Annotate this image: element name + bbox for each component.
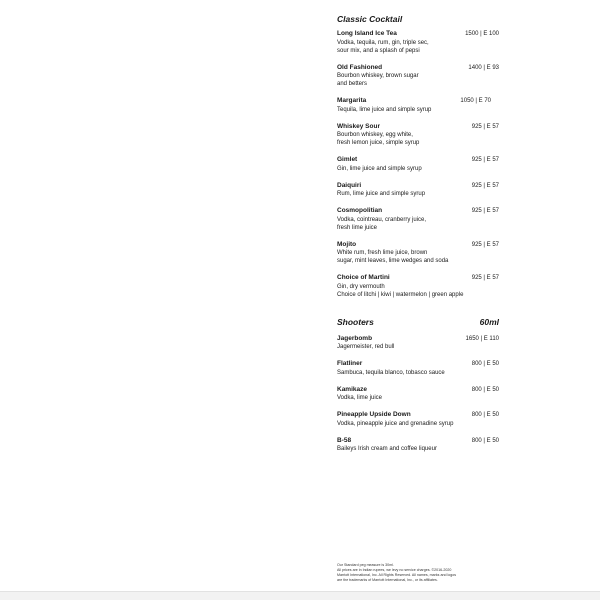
menu-item	[337, 64, 499, 89]
item-price: 925 | E 57	[471, 208, 499, 214]
menu-page	[337, 14, 499, 462]
item-description: Bourbon whiskey, egg white, fresh lemon juice, simple syrup	[337, 132, 420, 146]
item-description: Sambuca, tequila blanco, tobasco sauce	[337, 369, 445, 376]
item-name: Mojito	[337, 240, 357, 248]
footnote-line: Marriott International, Inc. All Rights Reserved. All names, marks and logos	[337, 573, 457, 577]
menu-item	[337, 97, 499, 114]
item-name: B-58	[337, 436, 352, 444]
page-bottom-edge	[0, 591, 600, 600]
item-name: Kamikaze	[337, 385, 367, 393]
item-name: Gimlet	[337, 156, 358, 163]
menu-item	[337, 411, 499, 428]
item-name: Daiquiri	[337, 181, 362, 189]
footnote-line: are the trademarks of Marriott International, Inc., or its affiliates.	[337, 578, 438, 582]
menu-item	[337, 386, 499, 403]
item-description: Gin, lime juice and simple syrup	[337, 165, 422, 172]
menu-item	[337, 335, 499, 352]
item-name: Jagerbomb	[337, 334, 373, 342]
item-price: 925 | E 57	[471, 182, 499, 189]
item-price: 1650 | E 110	[465, 335, 499, 342]
menu-item	[337, 182, 499, 199]
item-name: Cosmopolitian	[337, 207, 383, 214]
menu-item	[337, 156, 499, 173]
item-description: Vodka, cointreau, cranberry juice, fresh lime juice	[337, 216, 427, 231]
item-description: Vodka, lime juice	[337, 395, 383, 401]
section-measure: 60ml	[479, 316, 499, 327]
item-description: Jagermeister, red bull	[337, 344, 395, 350]
item-price: 925 | E 57	[471, 157, 499, 163]
item-name: Pineapple Upside Down	[337, 411, 411, 418]
item-price: 1050 | E 70	[460, 98, 491, 104]
item-description: Tequila, lime juice and simple syrup	[337, 106, 432, 113]
item-description: Baileys Irish cream and coffee liqueur	[337, 446, 437, 452]
item-name: Margarita	[337, 97, 367, 104]
menu-item	[337, 123, 499, 148]
menu-item	[337, 207, 499, 232]
item-price: 800 | E 50	[471, 361, 499, 367]
item-price: 1400 | E 93	[468, 64, 499, 71]
menu-item	[337, 30, 499, 55]
item-description: Vodka, pineapple juice and grenadine syrup	[337, 420, 454, 427]
item-name: Choice of Martini	[337, 274, 390, 281]
item-name: Old Fashioned	[337, 63, 383, 71]
menu-item	[337, 241, 499, 266]
section-header-classic-cocktail	[337, 14, 499, 24]
item-description: Bourbon whiskey, brown sugar and betters	[337, 73, 419, 87]
section-header-shooters	[337, 317, 499, 327]
item-price: 800 | E 50	[471, 412, 499, 418]
item-price: 1500 | E 100	[465, 31, 499, 37]
menu-item	[337, 437, 499, 454]
menu-item	[337, 274, 499, 299]
item-name: Flatliner	[337, 360, 363, 367]
section-title: Shooters	[337, 316, 374, 327]
section-title: Classic Cocktail	[337, 14, 403, 24]
item-price: 925 | E 57	[471, 123, 499, 130]
footnote	[337, 563, 512, 583]
item-description: Rum, lime juice and simple syrup	[337, 191, 426, 197]
menu-item	[337, 360, 499, 377]
item-price: 925 | E 57	[471, 241, 499, 248]
item-price: 800 | E 50	[471, 437, 499, 444]
item-description: Gin, dry vermouth Choice of litchi | kiwi | watermelon | green apple	[337, 283, 464, 298]
item-description: White rum, fresh lime juice, brown sugar, mint leaves, lime wedges and soda	[337, 250, 449, 264]
item-description: Vodka, tequila, rum, gin, triple sec, sour mix, and a splash of pepsi	[337, 39, 429, 54]
footnote-line: All prices are in Indian rupees, we levy no service charges. ©2016-2020	[337, 568, 452, 572]
footnote-line: Our Standard peg measure is 30ml.	[337, 563, 394, 567]
item-name: Long Island Ice Tea	[337, 30, 397, 37]
item-price: 925 | E 57	[471, 275, 499, 281]
item-name: Whiskey Sour	[337, 122, 380, 130]
item-price: 800 | E 50	[471, 386, 499, 393]
